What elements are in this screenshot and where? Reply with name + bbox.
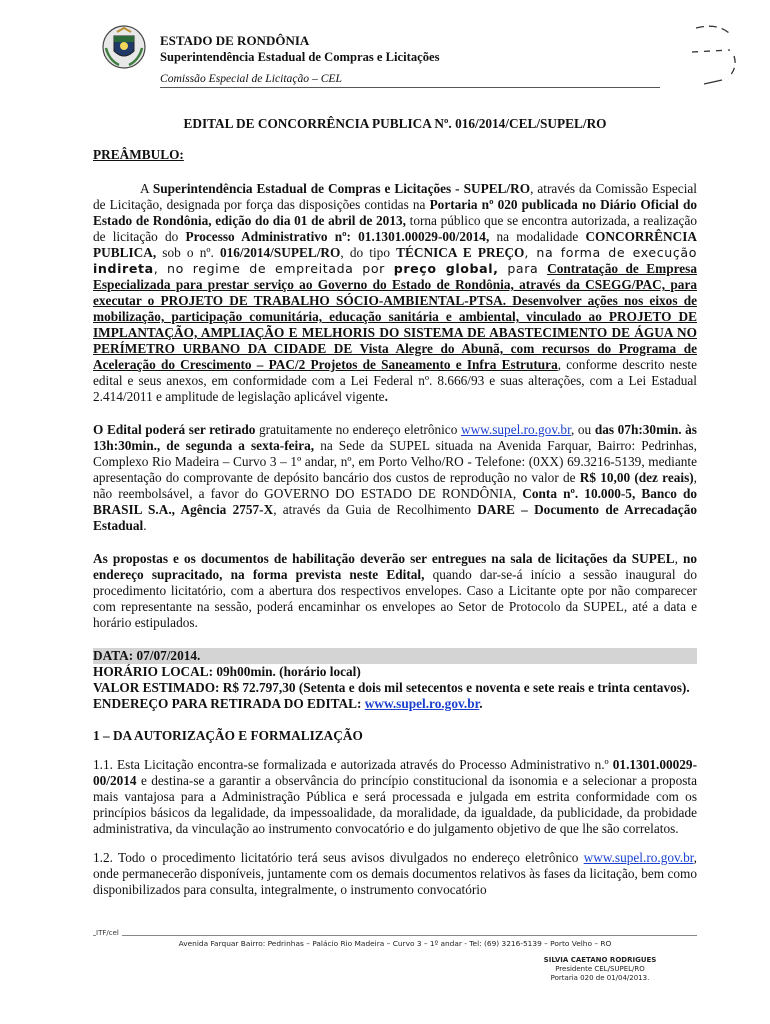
text-run: para xyxy=(498,261,548,276)
preamble-paragraph xyxy=(93,181,697,405)
text-run: sob o nº. xyxy=(156,245,220,260)
text-run: na modalidade xyxy=(489,229,586,244)
text-run: , ou xyxy=(570,422,595,437)
text-run: , através da Guia de Recolhimento xyxy=(273,502,478,517)
footer-address: Avenida Farquar Bairro: Pedrinhas – Palácio Rio Madeira – Curvo 3 – 1º andar - Tel: (69) 3216-5139 – Porto Velho – RO xyxy=(178,939,612,948)
signer-name: SILVIA CAETANO RODRIGUES xyxy=(543,956,657,964)
text-run: , do tipo xyxy=(340,245,397,260)
fee-amount: R$ 10,00 (dez reais) xyxy=(579,470,694,485)
text-run: , na forma de execução xyxy=(524,245,697,260)
text-run: , no regime de empreitada por xyxy=(153,261,394,276)
process-number: 01.1301.00029-00/2014 xyxy=(93,757,697,788)
text-run: na Sede da SUPEL situada na Avenida Farquar, Bairro: Pedrinhas, Complexo Rio Madeira – Curvo 3 – 1º andar, nº, em Porto Velho/RO - Telefone: (0XX) 69.3216-5139, mediante apresentação do comprovante de depósito bancário dos custos de reprodução no valor de xyxy=(93,438,697,485)
bank-account: Conta nº. 10.000-5, Banco do BRASIL S.A., Agência 2757-X xyxy=(93,486,697,517)
modality: CONCORRÊNCIA PUBLICA, xyxy=(93,229,697,260)
object-description: Contratação de Empresa Especializada para prestar serviço ao Governo do Estado de Rondônia, através da CSEGG/PAC, para executar o PROJETO DE TRABALHO SÓCIO-AMBIENTAL-PTSA. Desenvolver ações nos eixos de mobilização, participação comunitária, educação sanitária e ambiental, vinculado ao PROJETO DE IMPLANTAÇÃO, AMPLIAÇÃO E MELHORIS DO SISTEMA DE ABASTECIMENTO DE ÁGUA NO PERÍMETRO URBANO DA CIDADE DE Vista Alegre do Abunã, com recursos do Programa de Aceleração do Crescimento – PAC/2 Projetos de Saneamento e Infra Estrutura xyxy=(93,261,697,372)
text-run: O Edital poderá ser retirado xyxy=(93,422,256,437)
text-run: . xyxy=(479,696,483,711)
footer-tag: ITF/cel xyxy=(96,929,122,937)
text-run: A xyxy=(140,181,153,196)
agency-ref: Superintendência Estadual de Compras e Licitações - SUPEL/RO xyxy=(152,181,531,196)
signer-portaria: Portaria 020 de 01/04/2013. xyxy=(550,974,650,982)
edital-title: EDITAL DE CONCORRÊNCIA PUBLICA Nº. 016/2014/CEL/SUPEL/RO xyxy=(183,116,607,131)
retrieval-address xyxy=(93,696,697,712)
text-run: gratuitamente no endereço eletrônico xyxy=(255,422,461,437)
text-run: . xyxy=(143,518,147,533)
office-hours: das 07h:30min. às 13h:30min., de segunda a sexta-feira, xyxy=(93,422,697,453)
signer-role: Presidente CEL/SUPEL/RO xyxy=(555,965,645,973)
execution-form: indireta xyxy=(93,261,154,276)
text-run: As propostas e os documentos de habilitação deverão ser entregues na sala de licitações da SUPEL xyxy=(93,551,675,566)
text-run: no endereço supracitado, na forma prevista neste Edital, xyxy=(93,551,698,582)
document-body xyxy=(93,114,697,898)
retrieval-paragraph xyxy=(93,422,697,534)
session-time: HORÁRIO LOCAL: 09h00min. (horário local) xyxy=(93,664,361,679)
text-run: ENDEREÇO PARA RETIRADA DO EDITAL: xyxy=(93,696,365,711)
preamble-heading: PREÂMBULO: xyxy=(93,147,184,162)
text-run: 1.2. Todo o procedimento licitatório terá seus avisos divulgados no endereço eletrônico xyxy=(93,850,584,865)
regime: preço global, xyxy=(393,261,499,276)
text-run: . xyxy=(384,389,388,404)
portaria-ref: Portaria nº 020 publicada no Diário Oficial do Estado de Rondônia, edição do dia 01 de abril de 2013, xyxy=(93,197,698,228)
text-run: 1.1. Esta Licitação encontra-se formalizada e autorizada através do Processo Administrativo n.º xyxy=(93,757,613,772)
text-run: , conforme descrito neste edital e seus anexos, em conformidade com a Lei Federal nº. 8.666/93 e suas alterações, com a Lei Estadual 2.414/2011 e amplitude de legislação aplicável vigente xyxy=(93,357,697,404)
dare-ref: DARE – Documento de Arrecadação Estadual xyxy=(93,502,698,533)
text-run: quando dar-se-á início a sessão inaugural do procedimento licitatório, com a abertura dos respectivos envelopes. Caso a Licitante opte por não comparecer com representante na sessão, poderá encaminhar os envelopes ao Setor de Protocolo da SUPEL, até a data e horário estipulados. xyxy=(93,567,697,630)
footer-divider xyxy=(93,935,697,936)
seal-sketch-icon xyxy=(690,22,740,88)
session-date: DATA: 07/07/2014. xyxy=(93,648,697,664)
agency-name: Superintendência Estadual de Compras e Licitações xyxy=(160,50,440,64)
letterhead xyxy=(160,32,440,86)
text-run: , através da Comissão Especial de Licitação, designada por força das disposições contidas na xyxy=(93,181,697,212)
proposals-paragraph xyxy=(93,551,697,631)
supel-website-link[interactable]: www.supel.ro.gov.br xyxy=(364,696,480,711)
text-run: , onde permanecerão disponíveis, juntamente com os demais documentos relativos às fases da licitação, bem como disponibilizados para consulta, integralmente, o instrumento convocatório xyxy=(93,850,697,897)
process-number: Processo Administrativo nº: 01.1301.00029-00/2014, xyxy=(185,229,490,244)
signature-block xyxy=(530,956,670,983)
header-divider xyxy=(160,87,660,88)
text-run: torna público que se encontra autorizada, a realização de licitação do xyxy=(93,213,697,244)
clause-1-1 xyxy=(93,757,697,837)
text-run: e destina-se a garantir a observância do princípio constitucional da isonomia e a selecionar a proposta mais vantajosa para a Administração Pública e será processada e julgada em estrita conformidade com os princípios básicos da legalidade, da impessoalidade, da moralidade, da igualdade, da publicidade, da probidade administrativa, da vinculação ao instrumento convocatório e do julgamento objetivo de que lhe são correlatos. xyxy=(93,773,697,836)
state-name: ESTADO DE RONDÔNIA xyxy=(160,33,310,48)
text-run: , xyxy=(674,551,683,566)
state-crest-icon xyxy=(101,24,147,70)
edital-number: 016/2014/SUPEL/RO xyxy=(219,245,341,260)
supel-website-link[interactable]: www.supel.ro.gov.br xyxy=(460,422,571,437)
estimated-value: VALOR ESTIMADO: R$ 72.797,30 (Setenta e dois mil setecentos e noventa e sete reais e trinta centavos). xyxy=(93,680,690,695)
clause-1-2 xyxy=(93,850,697,898)
commission-name: Comissão Especial de Licitação – CEL xyxy=(160,72,342,85)
text-run: , não reembolsável, a favor do GOVERNO DO ESTADO DE RONDÔNIA, xyxy=(93,470,697,501)
section-heading: 1 – DA AUTORIZAÇÃO E FORMALIZAÇÃO xyxy=(93,728,363,743)
supel-website-link[interactable]: www.supel.ro.gov.br xyxy=(583,850,694,865)
bid-type: TÉCNICA E PREÇO xyxy=(396,245,525,260)
